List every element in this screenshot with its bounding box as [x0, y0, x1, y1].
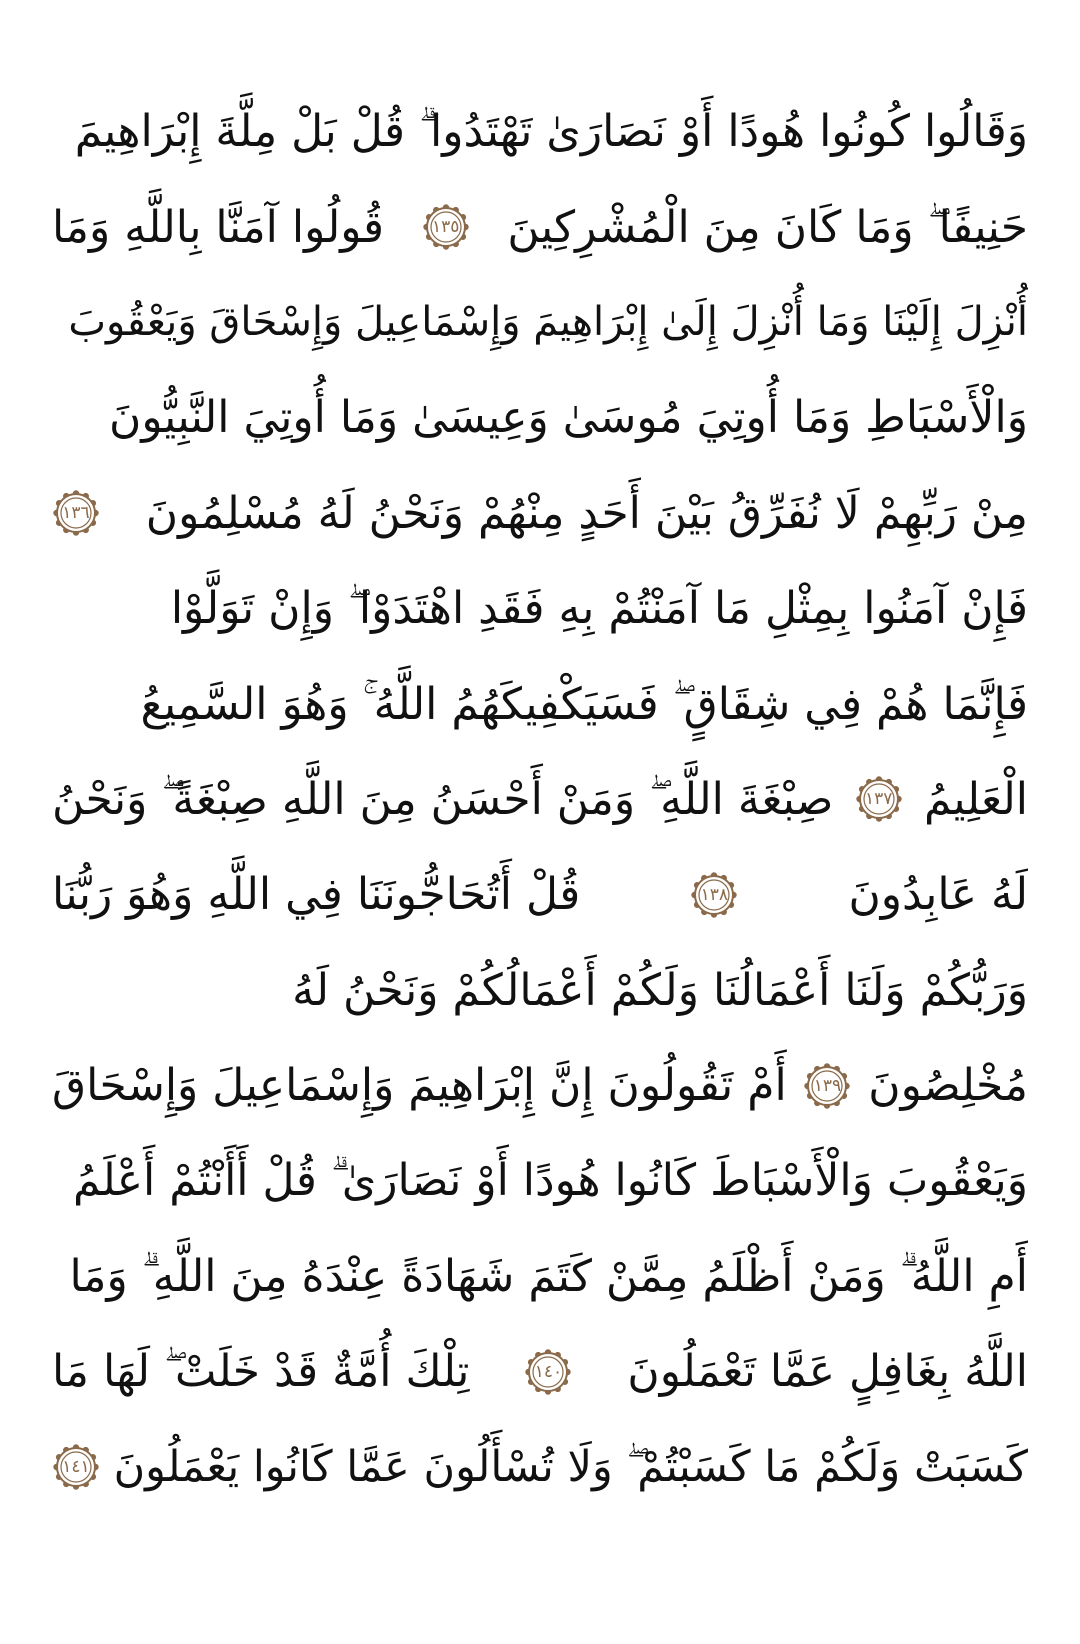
verse-number: ١٤١ [62, 1457, 90, 1478]
verse-text: حَنِيفًا ۖ وَمَا كَانَ مِنَ الْمُشْرِكِينَ [507, 201, 1028, 253]
verse-end-marker [52, 1443, 100, 1491]
verse-text: وَالْأَسْبَاطِ وَمَا أُوتِيَ مُوسَىٰ وَعِيسَىٰ وَمَا أُوتِيَ النَّبِيُّونَ [109, 392, 1028, 444]
verse-number: ١٣٥ [431, 217, 460, 238]
text-line [52, 1133, 1028, 1228]
text-line [52, 179, 1028, 274]
verse-number: ١٣٨ [700, 884, 729, 905]
verse-end-marker [803, 1062, 851, 1110]
verse-text: أُنْزِلَ إِلَيْنَا وَمَا أُنْزِلَ إِلَىٰ إِبْرَاهِيمَ وَإِسْمَاعِيلَ وَإِسْحَاقَ وَيَعْقُوبَ [68, 298, 1028, 345]
verse-text: قُلْ أَتُحَاجُّونَنَا فِي اللَّهِ وَهُوَ رَبُّنَا [52, 869, 581, 921]
verse-end-marker [52, 489, 100, 537]
text-line [52, 752, 1028, 847]
verse-text: مُخْلِصُونَ [868, 1060, 1028, 1112]
verse-text: فَإِنَّمَا هُمْ فِي شِقَاقٍ ۖ فَسَيَكْفِيكَهُمُ اللَّهُ ۚ وَهُوَ السَّمِيعُ [140, 678, 1028, 730]
text-line [52, 84, 1028, 179]
verse-text: وَيَعْقُوبَ وَالْأَسْبَاطَ كَانُوا هُودًا أَوْ نَصَارَىٰ ۗ قُلْ أَأَنْتُمْ أَعْلَمُ [72, 1155, 1028, 1207]
verse-text: كَسَبَتْ وَلَكُمْ مَا كَسَبْتُمْ ۖ وَلَا تُسْأَلُونَ عَمَّا كَانُوا يَعْمَلُونَ [113, 1441, 1028, 1492]
verse-text: وَقَالُوا كُونُوا هُودًا أَوْ نَصَارَىٰ تَهْتَدُوا ۗ قُلْ بَلْ مِلَّةَ إِبْرَاهِيمَ [74, 106, 1028, 158]
text-line [52, 656, 1028, 751]
verse-end-marker [524, 1348, 572, 1396]
text-line [52, 1038, 1028, 1133]
verse-number: ١٣٧ [864, 789, 893, 810]
verse-text: لَهُ عَابِدُونَ [848, 869, 1028, 921]
verse-text: أَمْ تَقُولُونَ إِنَّ إِبْرَاهِيمَ وَإِسْمَاعِيلَ وَإِسْحَاقَ [52, 1060, 787, 1112]
verse-end-marker [422, 203, 470, 251]
verse-text: تِلْكَ أُمَّةٌ قَدْ خَلَتْ ۖ لَهَا مَا [52, 1346, 470, 1398]
verse-end-marker [690, 871, 738, 919]
verse-number: ١٣٩ [813, 1075, 842, 1096]
verse-number: ١٤٠ [534, 1361, 563, 1382]
verse-text: وَرَبُّكُمْ وَلَنَا أَعْمَالُنَا وَلَكُمْ أَعْمَالُكُمْ وَنَحْنُ لَهُ [292, 964, 1028, 1016]
verse-text: أَمِ اللَّهُ ۗ وَمَنْ أَظْلَمُ مِمَّنْ كَتَمَ شَهَادَةً عِنْدَهُ مِنَ اللَّهِ ۗ وَمَا [69, 1250, 1028, 1302]
text-line [52, 1229, 1028, 1324]
text-line [52, 847, 1028, 942]
verse-end-marker [855, 775, 903, 823]
verse-number: ١٣٦ [62, 503, 90, 524]
verse-text: الْعَلِيمُ [924, 773, 1028, 825]
verse-text: اللَّهُ بِغَافِلٍ عَمَّا تَعْمَلُونَ [627, 1346, 1028, 1398]
verse-text: صِبْغَةَ اللَّهِ ۖ وَمَنْ أَحْسَنُ مِنَ اللَّهِ صِبْغَةً ۖ وَنَحْنُ [52, 773, 834, 825]
text-line [52, 943, 1028, 1038]
verse-text: قُولُوا آمَنَّا بِاللَّهِ وَمَا [52, 201, 385, 253]
quran-text-block [52, 84, 1028, 1584]
text-line [52, 275, 1028, 370]
text-line [52, 466, 1028, 561]
text-line [52, 1324, 1028, 1419]
text-line [52, 370, 1028, 465]
verse-text: مِنْ رَبِّهِمْ لَا نُفَرِّقُ بَيْنَ أَحَدٍ مِنْهُمْ وَنَحْنُ لَهُ مُسْلِمُونَ [145, 487, 1028, 539]
text-line [52, 561, 1028, 656]
text-line [52, 1419, 1028, 1514]
verse-text: فَإِنْ آمَنُوا بِمِثْلِ مَا آمَنْتُمْ بِهِ فَقَدِ اهْتَدَوْا ۖ وَإِنْ تَوَلَّوْا [170, 583, 1028, 635]
